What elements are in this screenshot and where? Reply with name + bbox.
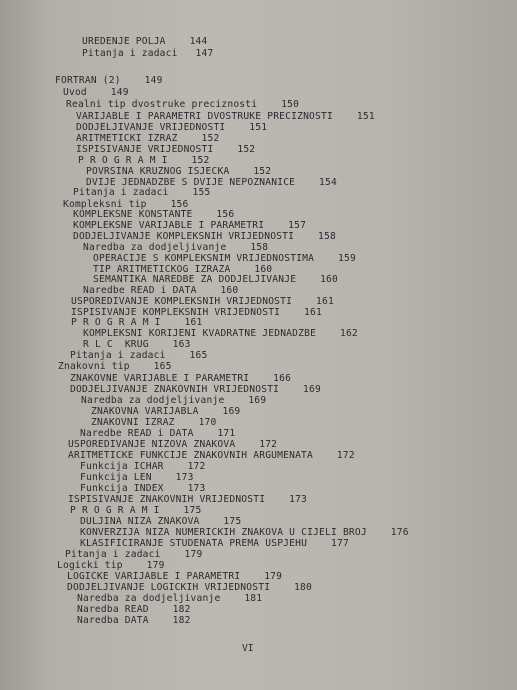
toc-entry: Realni tip dvostruke preciznosti 150 — [66, 99, 300, 110]
toc-entry: UREDENJE POLJA 144 — [82, 36, 208, 47]
toc-entry: Naredba za dodjeljivanje 169 — [81, 395, 267, 406]
toc-entry: TIP ARITMETICKOG IZRAZA 160 — [93, 264, 273, 275]
toc-entry: P R O G R A M I 175 — [70, 505, 202, 516]
toc-entry: Kompleksni tip 156 — [63, 199, 189, 210]
toc-entry: Pitanja i zadaci 155 — [73, 187, 211, 198]
toc-entry: KLASIFICIRANJE STUDENATA PREMA USPJEHU 177 — [80, 538, 349, 549]
toc-entry: KONVERZIJA NIZA NUMERICKIH ZNAKOVA U CIJELI BROJ 176 — [80, 527, 409, 538]
toc-entry: KOMPLEKSNI KORIJENI KVADRATNE JEDNADZBE 162 — [83, 328, 358, 339]
toc-entry: SEMANTIKA NAREDBE ZA DODJELJIVANJE 160 — [93, 274, 339, 285]
toc-entry: POVRSINA KRUZNOG ISJECKA 152 — [86, 166, 272, 177]
toc-entry: USPOREDIVANJE NIZOVA ZNAKOVA 172 — [68, 439, 278, 450]
toc-entry: Naredba DATA 182 — [77, 615, 191, 626]
toc-entry: KOMPLEKSNE KONSTANTE 156 — [73, 209, 235, 220]
toc-entry: P R O G R A M I 161 — [71, 317, 203, 328]
toc-entry: ISPISIVANJE KOMPLEKSNIH VRIJEDNOSTI 161 — [71, 307, 322, 318]
toc-entry: DODJELJIVANJE VRIJEDNOSTI 151 — [76, 122, 268, 133]
toc-entry: DODJELJIVANJE KOMPLEKSNIH VRIJEDNOSTI 158 — [73, 231, 336, 242]
toc-entry: R L C KRUG 163 — [83, 339, 191, 350]
toc-entry: Naredba za dodjeljivanje 158 — [83, 242, 269, 253]
toc-entry: USPOREDIVANJE KOMPLEKSNIH VRIJEDNOSTI 161 — [71, 296, 334, 307]
toc-entry: Uvod 149 — [63, 87, 129, 98]
toc-entry: Funkcija INDEX 173 — [80, 483, 206, 494]
toc-entry: Naredbe READ i DATA 160 — [83, 285, 239, 296]
toc-entry: Pitanja i zadaci 165 — [70, 350, 208, 361]
toc-entry: Pitanja i zadaci 179 — [65, 549, 203, 560]
toc-entry: OPERACIJE S KOMPLEKSNIM VRIJEDNOSTIMA 159 — [93, 253, 356, 264]
toc-entry: DVIJE JEDNADZBE S DVIJE NEPOZNANICE 154 — [86, 177, 337, 188]
toc-entry: ZNAKOVNA VARIJABLA 169 — [91, 406, 241, 417]
toc-entry: ARITMETICKI IZRAZ 152 — [76, 133, 220, 144]
toc-entry: ISPISIVANJE VRIJEDNOSTI 152 — [76, 144, 256, 155]
toc-entry: FORTRAN (2) 149 — [55, 75, 163, 86]
toc-entry: DODJELJIVANJE LOGICKIH VRIJEDNOSTI 180 — [67, 582, 313, 593]
toc-entry: DODJELJIVANJE ZNAKOVNIH VRIJEDNOSTI 169 — [70, 384, 321, 395]
toc-entry: ARITMETICKE FUNKCIJE ZNAKOVNIH ARGUMENATA 172 — [68, 450, 355, 461]
toc-entry: VARIJABLE I PARAMETRI DVOSTRUKE PRECIZNOSTI 151 — [76, 111, 375, 122]
toc-entry: ISPISIVANJE ZNAKOVNIH VRIJEDNOSTI 173 — [68, 494, 308, 505]
toc-entry: LOGICKE VARIJABLE I PARAMETRI 179 — [67, 571, 283, 582]
toc-entry: KOMPLEKSNE VARIJABLE I PARAMETRI 157 — [73, 220, 307, 231]
toc-entry: Naredba READ 182 — [77, 604, 191, 615]
toc-entry: Pitanja i zadaci 147 — [82, 48, 214, 59]
page-number: VI — [242, 643, 254, 654]
toc-entry: ZNAKOVNE VARIJABLE I PARAMETRI 166 — [70, 373, 292, 384]
toc-entry: Naredba za dodjeljivanje 181 — [77, 593, 263, 604]
toc-entry: Funkcija ICHAR 172 — [80, 461, 206, 472]
toc-entry: Logicki tip 179 — [57, 560, 165, 571]
toc-entry: Naredbe READ i DATA 171 — [80, 428, 236, 439]
toc-entry: Funkcija LEN 173 — [80, 472, 194, 483]
toc-entry: P R O G R A M I 152 — [78, 155, 210, 166]
toc-entry: DULJINA NIZA ZNAKOVA 175 — [80, 516, 242, 527]
toc-entry: Znakovni tip 165 — [58, 361, 172, 372]
toc-entry: ZNAKOVNI IZRAZ 170 — [91, 417, 217, 428]
